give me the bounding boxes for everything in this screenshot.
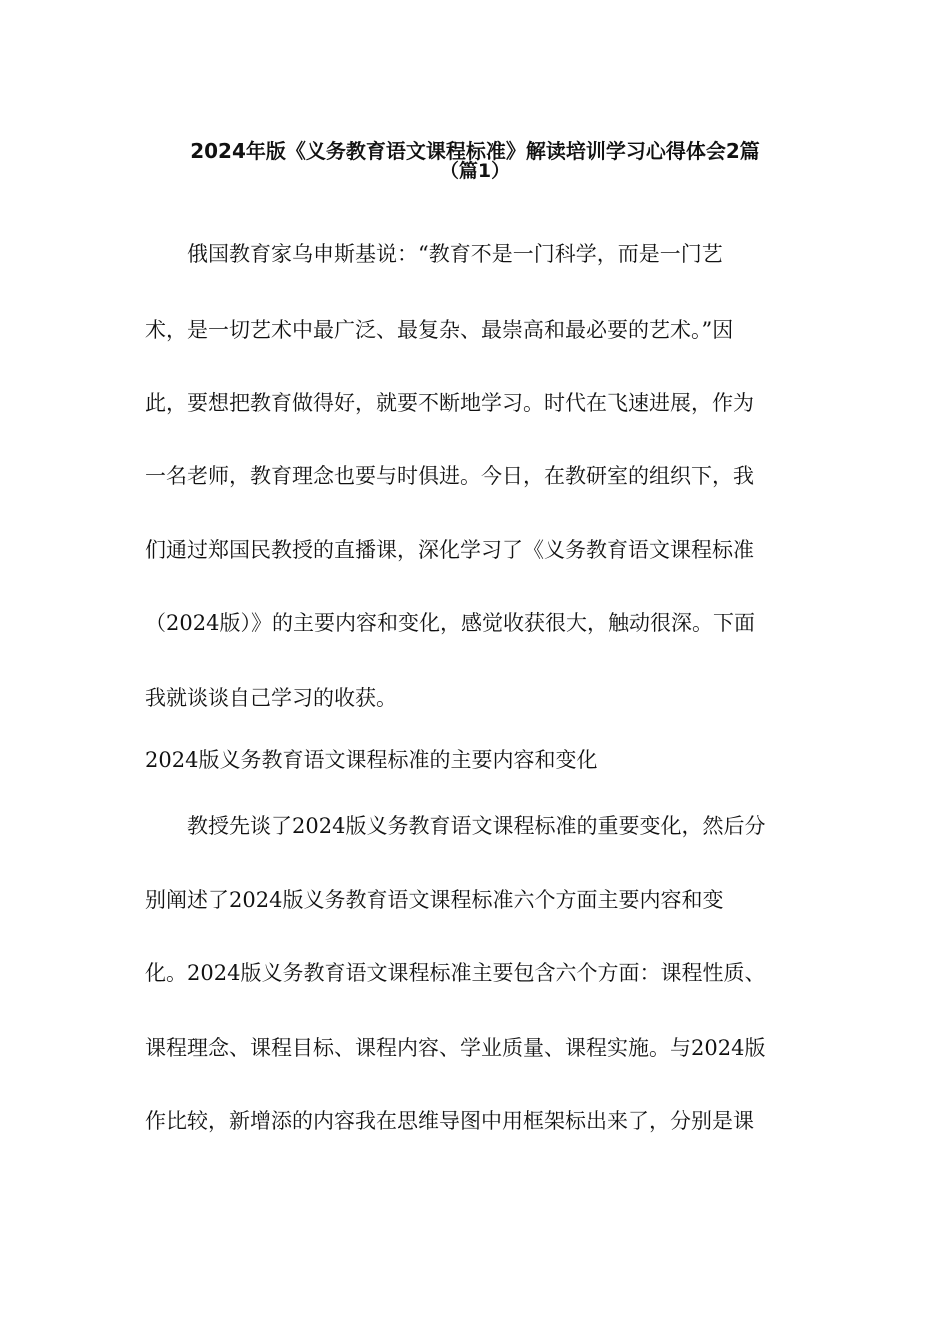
paragraph-line: 作比较，新增添的内容我在思维导图中用框架标出来了，分别是课 <box>145 1109 754 1133</box>
document-title: 2024年版《义务教育语文课程标准》解读培训学习心得体会2篇 <box>190 139 760 163</box>
paragraph-line: 课程理念、课程目标、课程内容、学业质量、课程实施。与2024版 <box>145 1036 766 1060</box>
paragraph-line: 我就谈谈自己学习的收获。 <box>145 686 397 710</box>
paragraph-line: （2024版）》的主要内容和变化，感觉收获很大，触动很深。下面 <box>145 611 755 635</box>
paragraph-line: 们通过郑国民教授的直播课，深化学习了《义务教育语文课程标准 <box>145 538 754 562</box>
paragraph-line: 别阐述了2024版义务教育语文课程标准六个方面主要内容和变 <box>145 888 724 912</box>
paragraph-line: 一名老师，教育理念也要与时俱进。今日，在教研室的组织下，我 <box>145 464 754 488</box>
section-heading: 2024版义务教育语文课程标准的主要内容和变化 <box>145 748 598 772</box>
paragraph-line: 教授先谈了2024版义务教育语文课程标准的重要变化，然后分 <box>145 814 766 838</box>
paragraph-line: 俄国教育家乌申斯基说：“教育不是一门科学，而是一门艺 <box>145 242 723 266</box>
document-subtitle: （篇1） <box>439 160 511 182</box>
paragraph-line: 化。2024版义务教育语文课程标准主要包含六个方面：课程性质、 <box>145 961 766 985</box>
paragraph-line: 术，是一切艺术中最广泛、最复杂、最崇高和最必要的艺术。”因 <box>145 318 734 342</box>
paragraph-line: 此，要想把教育做得好，就要不断地学习。时代在飞速进展，作为 <box>145 391 754 415</box>
